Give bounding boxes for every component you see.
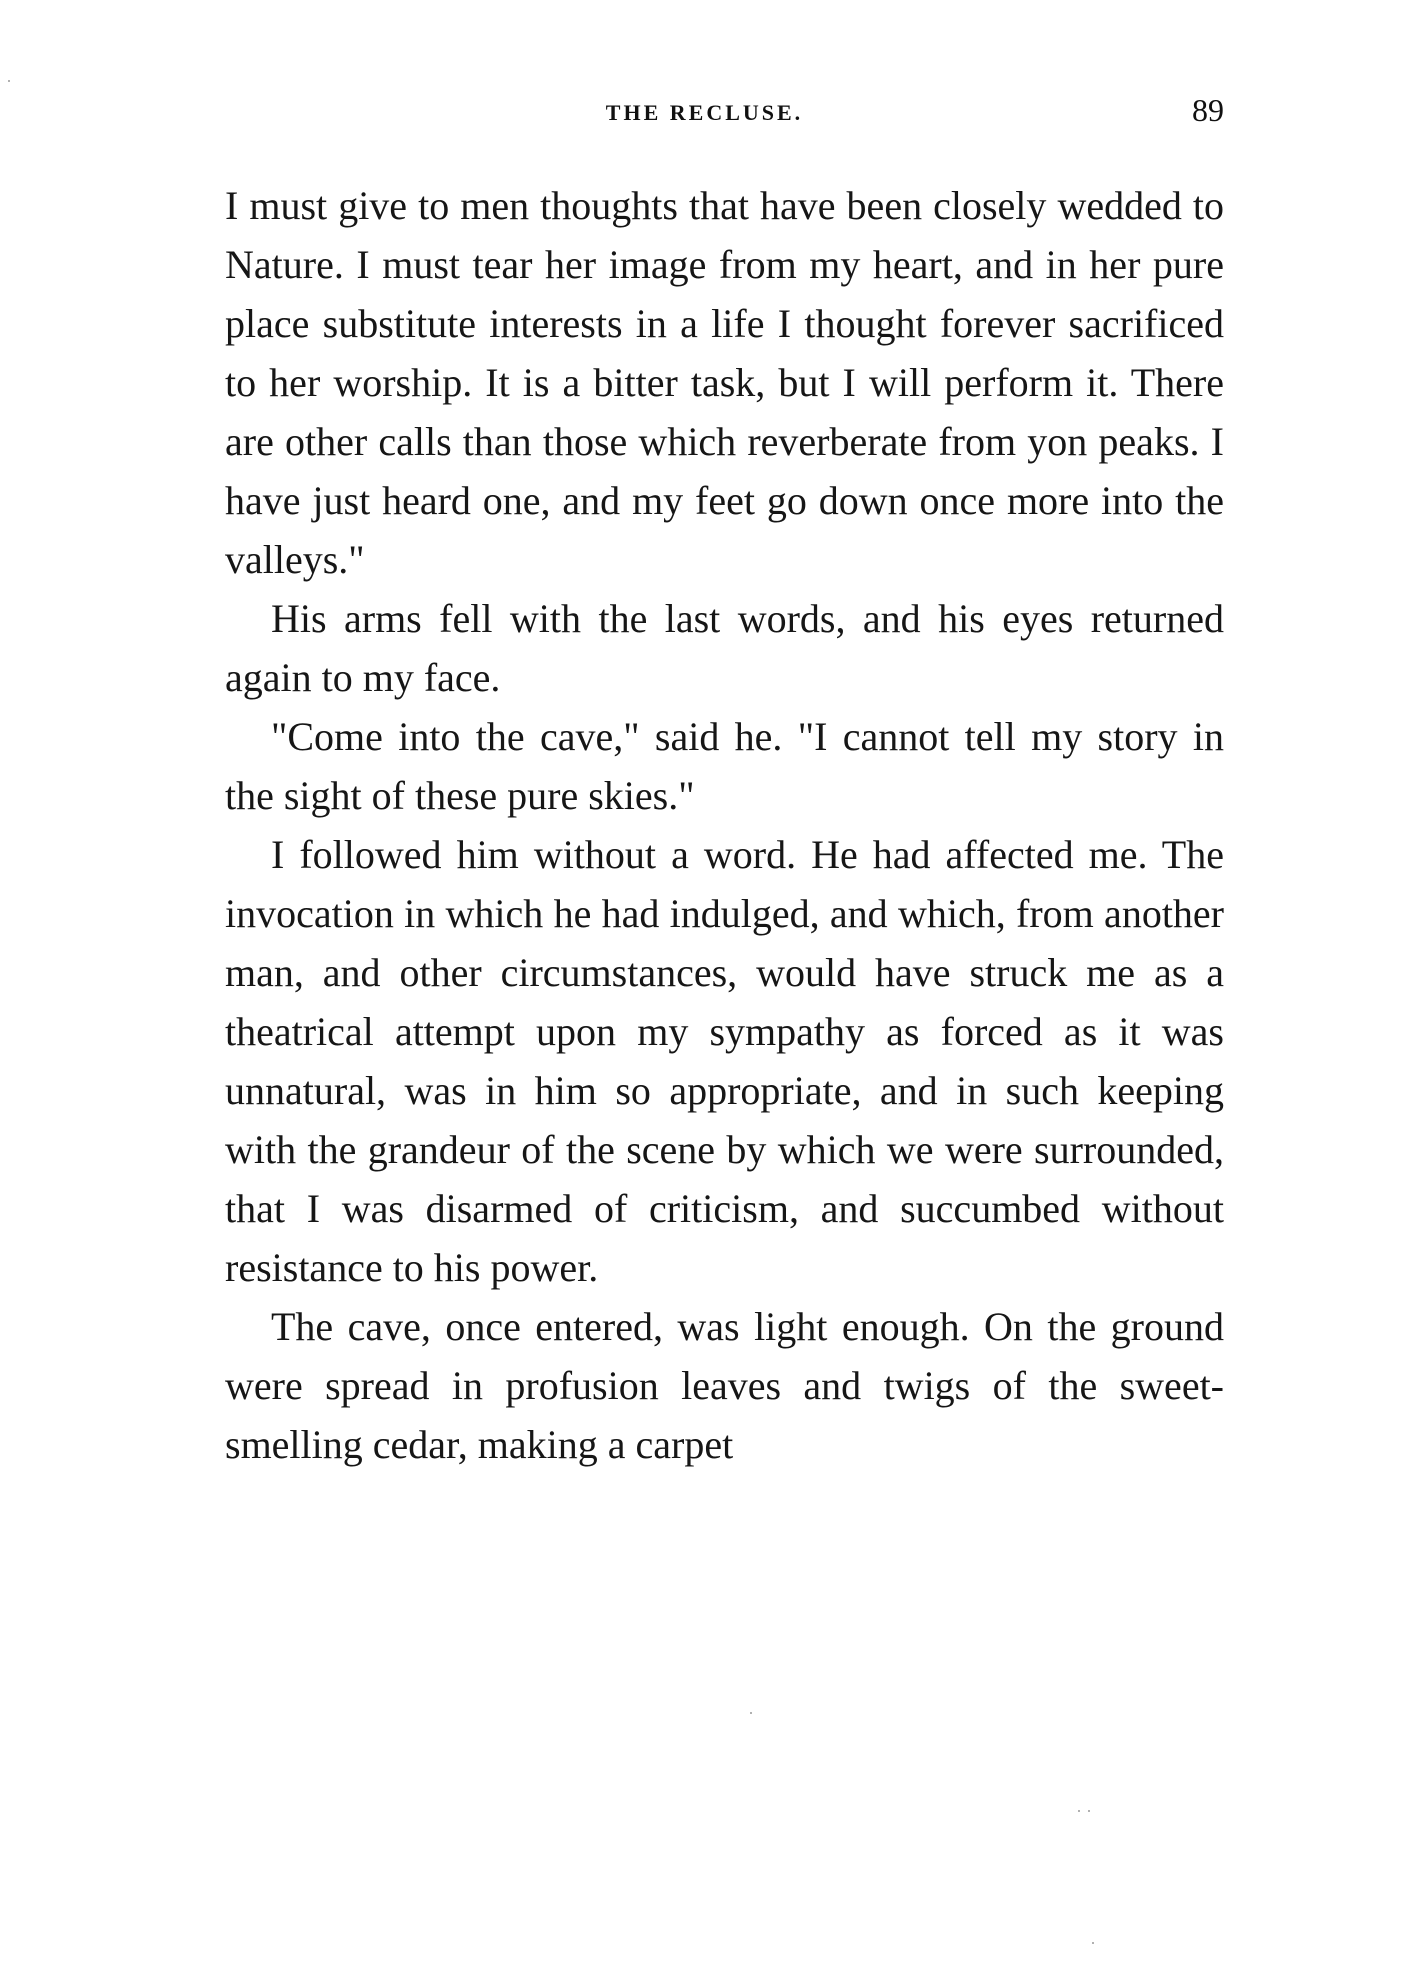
- running-title: THE RECLUSE.: [605, 100, 804, 125]
- paper-speck: [8, 80, 10, 82]
- paragraph-5: The cave, once entered, was light enough. On the ground were spread in profusion leaves and twigs of the sweet-smelling cedar, making a carpet: [225, 1304, 1224, 1467]
- paper-speck: [1078, 1810, 1080, 1812]
- body-text: [225, 176, 1224, 1474]
- paragraph-4: I followed him without a word. He had affected me. The invocation in which he had indulged, and which, from another man, and other circumstances, would have struck me as a theatrical attempt upon my sympathy as forced as it was unnatural, was in him so appropriate, and in such keeping with the grandeur of the scene by which we were surrounded, that I was disarmed of criticism, and succumbed without resistance to his power.: [225, 832, 1224, 1290]
- paragraph-1: I must give to men thoughts that have been closely wedded to Nature. I must tear her image from my heart, and in her pure place substitute interests in a life I thought forever sacrificed to her worship. It is a bitter task, but I will perform it. There are other calls than those which reverberate from yon peaks. I have just heard one, and my feet go down once more into the valleys.": [225, 183, 1224, 582]
- paper-speck: [1092, 1942, 1094, 1944]
- running-head: [0, 92, 1409, 132]
- paragraph-3: "Come into the cave," said he. "I cannot tell my story in the sight of these pure skies.": [225, 714, 1224, 818]
- paper-speck: [750, 1712, 752, 1714]
- paper-speck: [1088, 1810, 1090, 1812]
- paragraph-2: His arms fell with the last words, and his eyes returned again to my face.: [225, 596, 1224, 700]
- page-number: 89: [1192, 92, 1224, 128]
